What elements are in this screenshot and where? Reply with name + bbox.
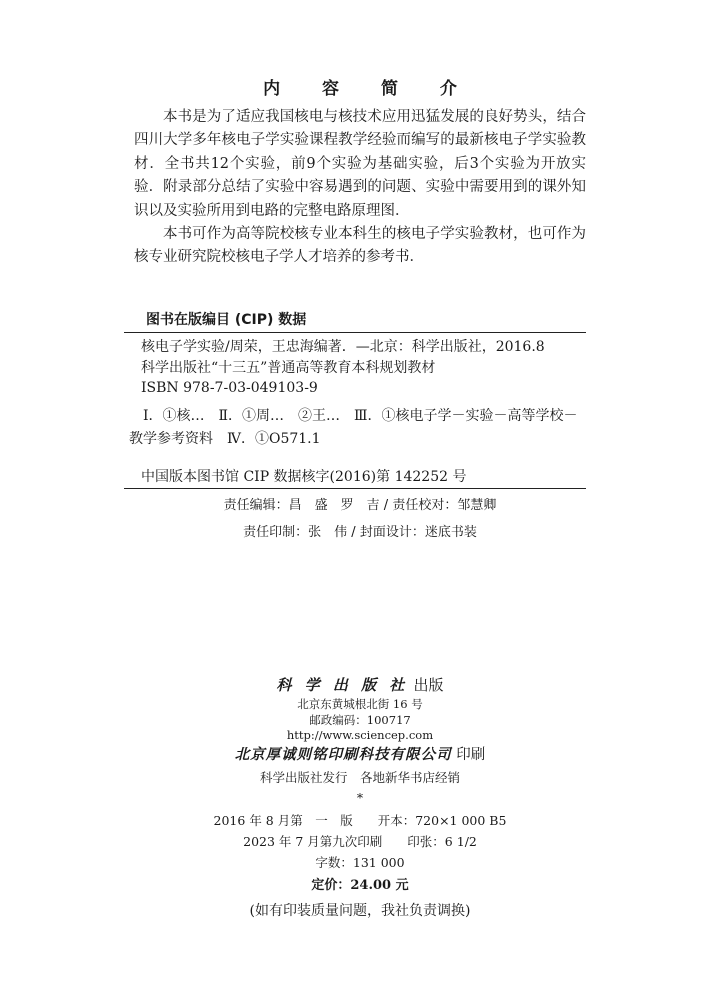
reprint-info: 2023 年 7 月第九次印刷 印张：6 1/2 xyxy=(243,834,477,849)
publisher-logo-text: 科 学 出 版 社 xyxy=(276,676,409,694)
publisher-url: http://www.sciencep.com xyxy=(286,728,434,742)
cip-classification xyxy=(129,405,586,451)
printer xyxy=(0,743,720,764)
edition-info: 2016 年 8 月第 一 版 开本：720×1 000 B5 xyxy=(213,813,507,828)
printer-name: 北京厚诚则铭印刷科技有限公司 xyxy=(234,746,452,763)
cip-line-isbn: ISBN 978-7-03-049103-9 xyxy=(141,380,318,396)
price: 定价：24.00 元 xyxy=(311,878,409,893)
intro-paragraph: 本书可作为高等院校核专业本科生的核电子学实验教材，也可作为核专业研究院校核电子学人才培养的参考书． xyxy=(134,226,586,266)
publisher-address: 北京东黄城根北街 16 号 xyxy=(297,697,423,711)
cip-heading: 图书在版编目 (CIP) 数据 xyxy=(146,312,307,328)
intro-paragraph: 本书是为了适应我国核电与核技术应用迅猛发展的良好势头，结合四川大学多年核电子学实验课程教学经验而编写的最新核电子学实验教材．全书共12个实验，前9个实验为基础实验，后3个实验为开放实验．附录部分总结了实验中容易遇到的问题、实验中需要用到的课外知识以及实验所用到电路的完整电路原理图． xyxy=(134,109,586,219)
cip-line-series: 科学出版社“十三五”普通高等教育本科规划教材 xyxy=(141,359,436,376)
cip-line-title: 核电子学实验/周荣，王忠海编著．—北京：科学出版社，2016.8 xyxy=(141,339,545,355)
cip-classification-text: Ⅰ．①核… Ⅱ．①周… ②王… Ⅲ．①核电子学－实验－高等学校－教学参考资料 Ⅳ．①O571.1 xyxy=(129,408,578,447)
responsibility-editors: 责任编辑：昌 盛 罗 吉 / 责任校对：邹慧卿 xyxy=(223,498,497,513)
word-count: 字数：131 000 xyxy=(315,855,405,870)
publisher-name xyxy=(0,674,720,695)
publisher-postcode: 邮政编码：100717 xyxy=(309,713,411,727)
cip-bottom-rule xyxy=(124,488,586,489)
distribution: 科学出版社发行 各地新华书店经销 xyxy=(259,770,460,785)
printer-suffix: 印刷 xyxy=(456,747,486,763)
publisher-suffix: 出版 xyxy=(413,676,444,694)
intro-heading: 内 容 简 介 xyxy=(263,79,475,99)
cip-record xyxy=(141,337,586,399)
quality-note: (如有印装质量问题，我社负责调换) xyxy=(249,903,471,919)
responsibility-production: 责任印制：张 伟 / 封面设计：迷底书装 xyxy=(243,525,477,540)
intro-text xyxy=(134,106,586,270)
cip-data-number: 中国版本图书馆 CIP 数据核字(2016)第 142252 号 xyxy=(141,469,467,485)
separator-asterisk: * xyxy=(356,790,364,805)
cip-top-rule xyxy=(124,332,586,333)
